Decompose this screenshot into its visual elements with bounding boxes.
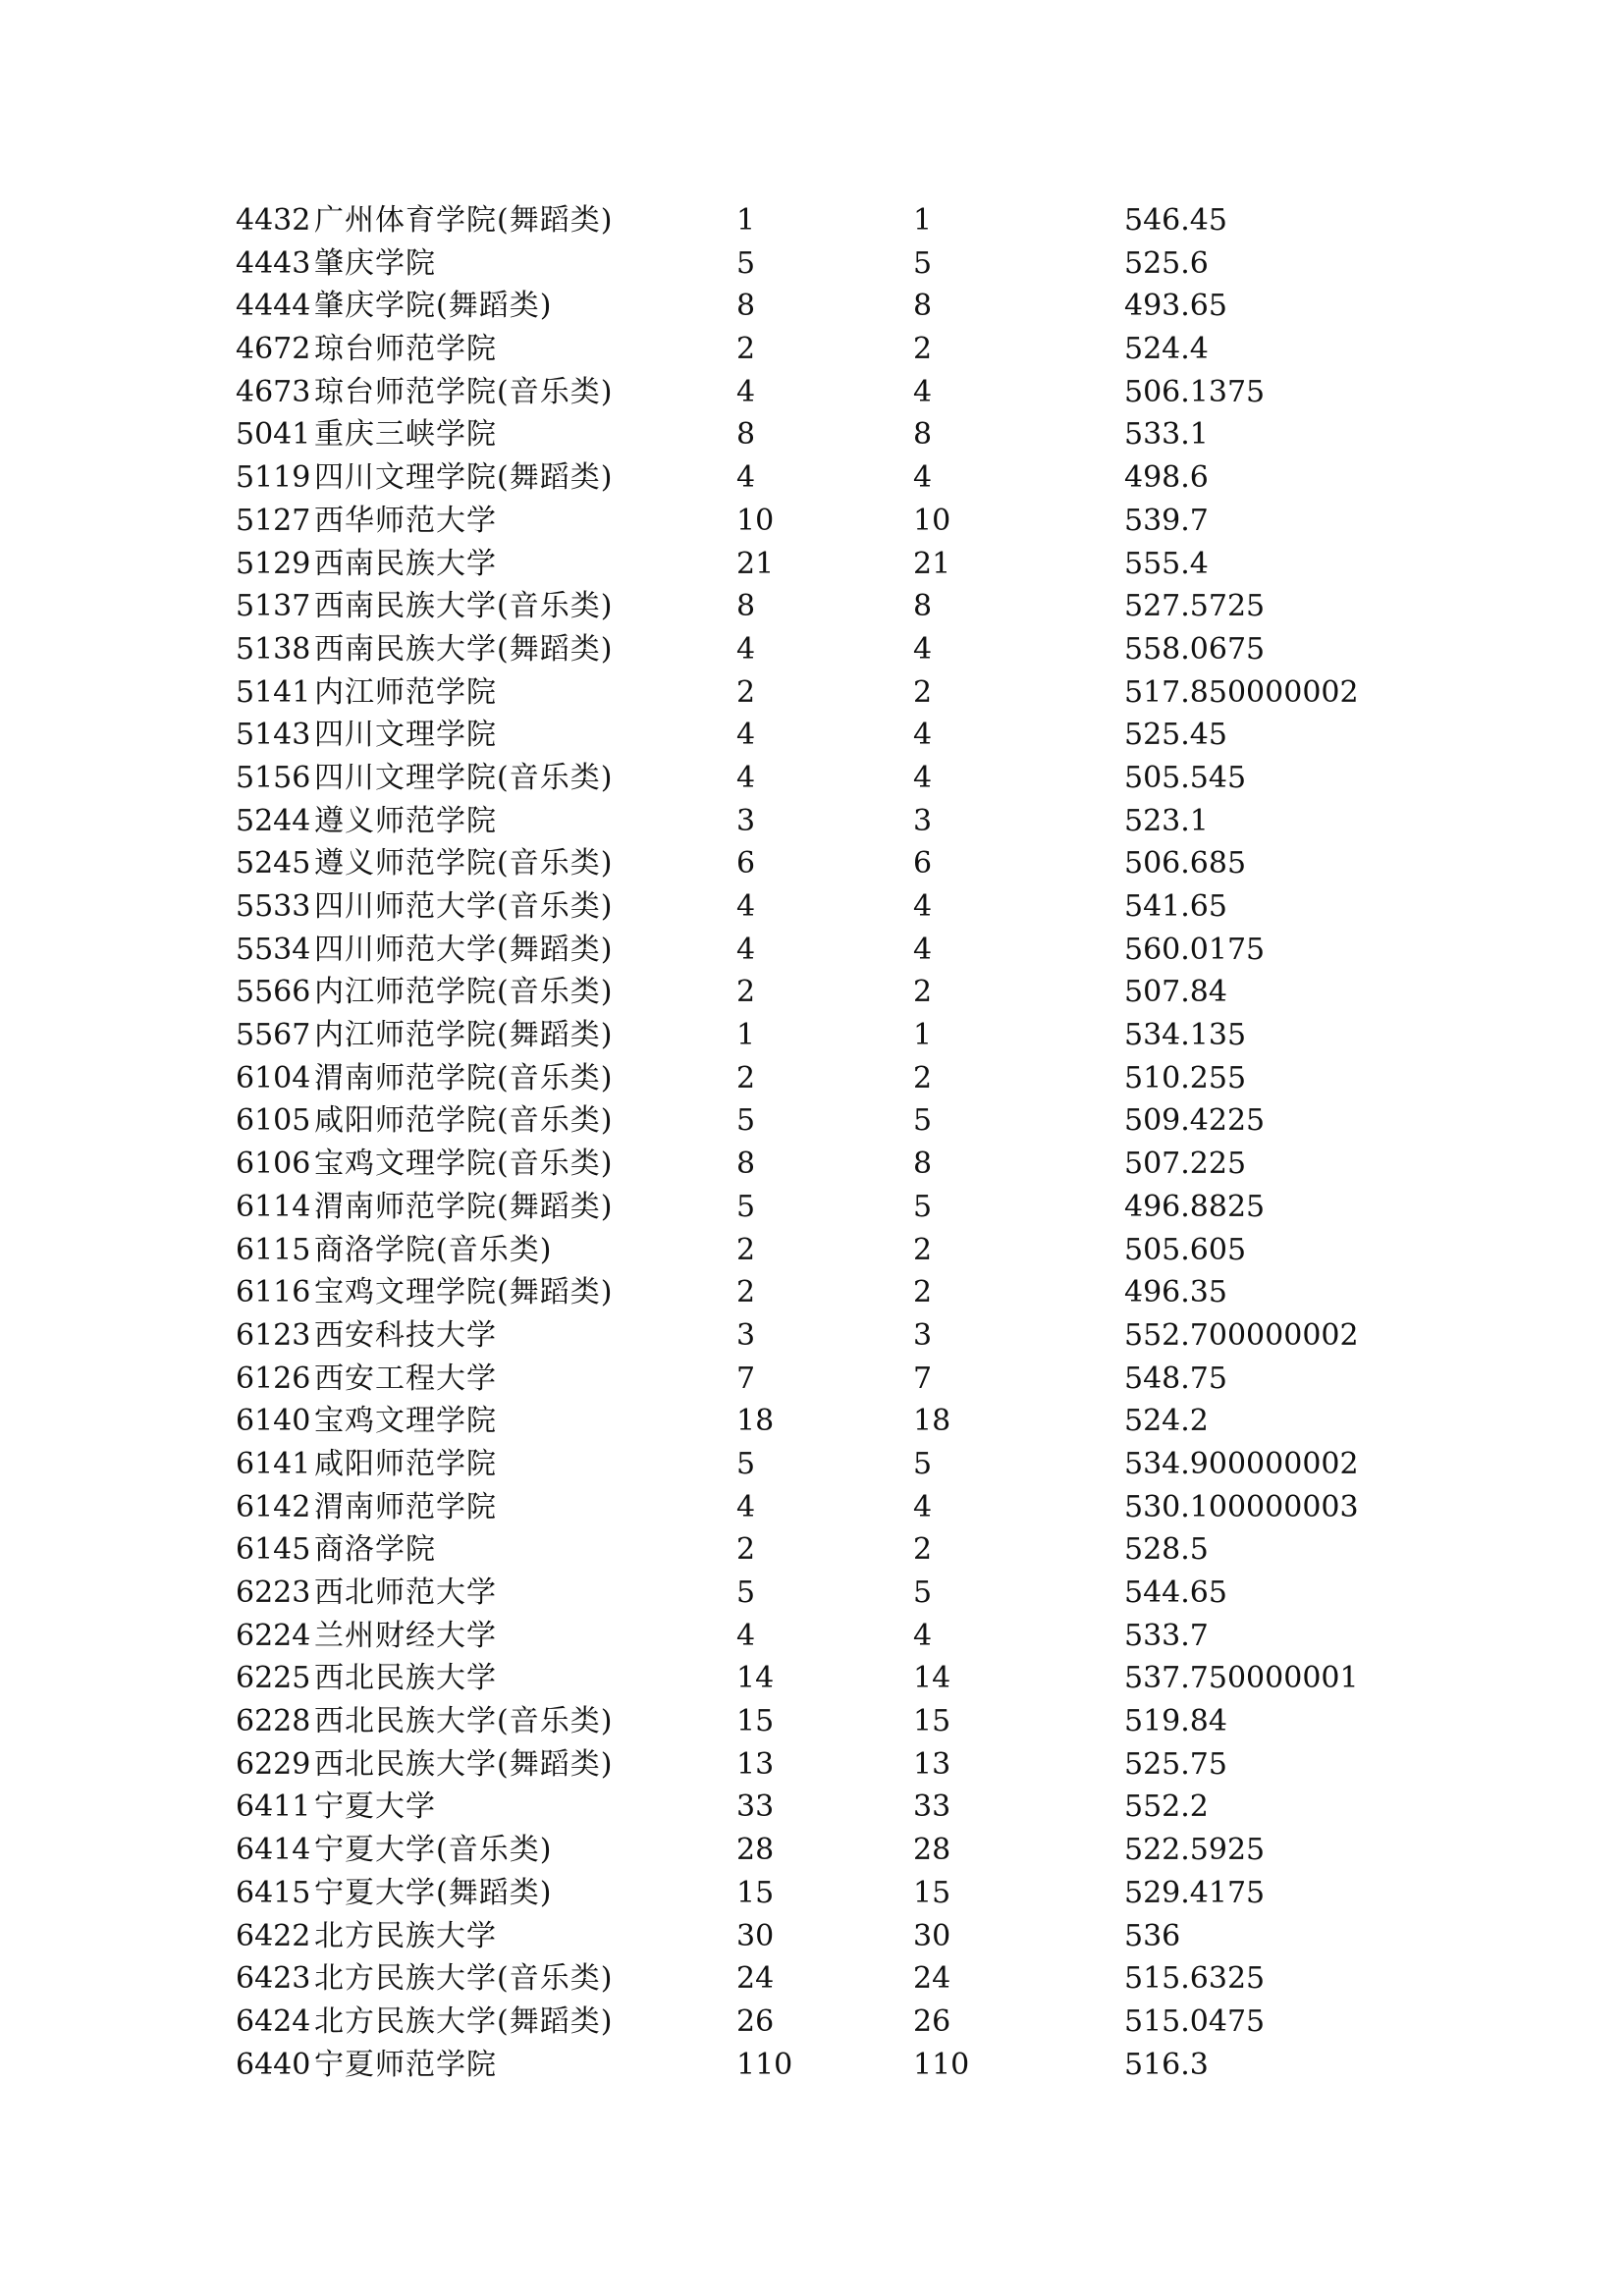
admitted-count: 21: [913, 546, 951, 581]
school-name: 四川师范大学(舞蹈类): [314, 932, 614, 967]
school-code: 6123: [236, 1317, 311, 1353]
min-score: 544.65: [1124, 1575, 1227, 1610]
school-code: 5533: [236, 889, 311, 924]
admitted-count: 10: [913, 503, 951, 538]
plan-count: 4: [736, 1489, 756, 1524]
school-name: 琼台师范学院: [314, 332, 497, 367]
table-row: [236, 285, 1414, 328]
min-score: 529.4175: [1124, 1875, 1266, 1910]
school-name: 四川文理学院(音乐类): [314, 760, 614, 795]
min-score: 506.685: [1124, 846, 1247, 881]
plan-count: 24: [736, 1961, 775, 1997]
school-name: 宝鸡文理学院(音乐类): [314, 1147, 614, 1182]
plan-count: 15: [736, 1875, 775, 1910]
min-score: 560.0175: [1124, 932, 1266, 967]
school-code: 6145: [236, 1532, 311, 1568]
admitted-count: 26: [913, 2003, 951, 2039]
min-score: 515.6325: [1124, 1961, 1266, 1997]
table-row: [236, 242, 1414, 286]
min-score: 506.1375: [1124, 374, 1266, 409]
school-name: 内江师范学院(音乐类): [314, 975, 614, 1010]
admitted-count: 13: [913, 1746, 951, 1782]
admission-table: [236, 199, 1414, 2086]
admitted-count: 1: [913, 203, 933, 238]
plan-count: 8: [736, 289, 756, 324]
school-name: 肇庆学院: [314, 245, 436, 281]
table-row: [236, 456, 1414, 500]
min-score: 505.545: [1124, 760, 1247, 795]
admitted-count: 4: [913, 1618, 933, 1653]
plan-count: 2: [736, 674, 756, 710]
admitted-count: 110: [913, 2047, 970, 2082]
table-row: [236, 1486, 1414, 1529]
school-name: 西安科技大学: [314, 1317, 497, 1353]
school-name: 内江师范学院: [314, 674, 497, 710]
table-row: [236, 1572, 1414, 1615]
table-row: [236, 413, 1414, 456]
admitted-count: 4: [913, 932, 933, 967]
school-code: 5119: [236, 460, 311, 496]
school-name: 四川文理学院: [314, 718, 497, 753]
school-name: 西南民族大学(舞蹈类): [314, 631, 614, 667]
school-name: 重庆三峡学院: [314, 417, 497, 453]
school-code: 6424: [236, 2003, 311, 2039]
min-score: 498.6: [1124, 460, 1209, 496]
table-row: [236, 1700, 1414, 1743]
school-code: 5041: [236, 417, 311, 453]
school-name: 渭南师范学院: [314, 1489, 497, 1524]
plan-count: 13: [736, 1746, 775, 1782]
school-code: 5143: [236, 718, 311, 753]
school-name: 宁夏大学(舞蹈类): [314, 1875, 553, 1910]
school-name: 北方民族大学(音乐类): [314, 1961, 614, 1997]
plan-count: 6: [736, 846, 756, 881]
admitted-count: 7: [913, 1361, 933, 1396]
school-name: 西北民族大学(舞蹈类): [314, 1746, 614, 1782]
table-row: [236, 1014, 1414, 1057]
plan-count: 2: [736, 1275, 756, 1310]
school-name: 宁夏大学(音乐类): [314, 1833, 553, 1868]
admitted-count: 4: [913, 374, 933, 409]
admitted-count: 24: [913, 1961, 951, 1997]
min-score: 505.605: [1124, 1232, 1247, 1267]
school-code: 6225: [236, 1661, 311, 1696]
min-score: 507.84: [1124, 975, 1227, 1010]
table-row: [236, 1143, 1414, 1186]
plan-count: 4: [736, 932, 756, 967]
school-name: 肇庆学院(舞蹈类): [314, 289, 553, 324]
plan-count: 14: [736, 1661, 775, 1696]
table-row: [236, 1057, 1414, 1100]
admitted-count: 4: [913, 889, 933, 924]
school-name: 宝鸡文理学院(舞蹈类): [314, 1275, 614, 1310]
plan-count: 4: [736, 1618, 756, 1653]
plan-count: 3: [736, 803, 756, 838]
table-row: [236, 1915, 1414, 1958]
table-row: [236, 2044, 1414, 2087]
min-score: 525.75: [1124, 1746, 1227, 1782]
school-code: 5127: [236, 503, 311, 538]
admitted-count: 18: [913, 1404, 951, 1439]
min-score: 537.750000001: [1124, 1661, 1359, 1696]
admitted-count: 15: [913, 1704, 951, 1739]
min-score: 510.255: [1124, 1060, 1247, 1095]
plan-count: 15: [736, 1704, 775, 1739]
school-name: 西北师范大学: [314, 1575, 497, 1610]
admitted-count: 8: [913, 589, 933, 624]
min-score: 524.2: [1124, 1404, 1209, 1439]
school-name: 西南民族大学(音乐类): [314, 589, 614, 624]
school-name: 四川师范大学(音乐类): [314, 889, 614, 924]
school-code: 6229: [236, 1746, 311, 1782]
plan-count: 7: [736, 1361, 756, 1396]
table-row: [236, 1657, 1414, 1700]
school-name: 遵义师范学院(音乐类): [314, 846, 614, 881]
table-row: [236, 800, 1414, 843]
table-row: [236, 628, 1414, 671]
school-name: 宁夏师范学院: [314, 2047, 497, 2082]
admitted-count: 5: [913, 1189, 933, 1224]
admitted-count: 15: [913, 1875, 951, 1910]
plan-count: 4: [736, 374, 756, 409]
table-row: [236, 1271, 1414, 1314]
school-name: 广州体育学院(舞蹈类): [314, 203, 614, 238]
plan-count: 21: [736, 546, 775, 581]
plan-count: 5: [736, 1575, 756, 1610]
table-row: [236, 1400, 1414, 1443]
admitted-count: 2: [913, 1275, 933, 1310]
table-row: [236, 1314, 1414, 1358]
min-score: 525.45: [1124, 718, 1227, 753]
school-name: 北方民族大学(舞蹈类): [314, 2003, 614, 2039]
admitted-count: 2: [913, 1060, 933, 1095]
school-code: 6422: [236, 1918, 311, 1953]
school-name: 宝鸡文理学院: [314, 1404, 497, 1439]
admitted-count: 4: [913, 760, 933, 795]
min-score: 523.1: [1124, 803, 1209, 838]
table-row: [236, 1528, 1414, 1572]
min-score: 555.4: [1124, 546, 1209, 581]
admitted-count: 2: [913, 975, 933, 1010]
school-code: 6140: [236, 1404, 311, 1439]
table-row: [236, 1099, 1414, 1143]
school-code: 5138: [236, 631, 311, 667]
school-code: 5137: [236, 589, 311, 624]
school-code: 5566: [236, 975, 311, 1010]
table-row: [236, 1358, 1414, 1401]
min-score: 519.84: [1124, 1704, 1227, 1739]
admitted-count: 2: [913, 332, 933, 367]
plan-count: 18: [736, 1404, 775, 1439]
school-name: 琼台师范学院(音乐类): [314, 374, 614, 409]
school-code: 4432: [236, 203, 311, 238]
min-score: 558.0675: [1124, 631, 1266, 667]
plan-count: 33: [736, 1789, 775, 1825]
table-row: [236, 1872, 1414, 1915]
table-row: [236, 671, 1414, 715]
plan-count: 110: [736, 2047, 793, 2082]
admitted-count: 3: [913, 1317, 933, 1353]
admitted-count: 4: [913, 631, 933, 667]
plan-count: 4: [736, 631, 756, 667]
school-code: 6411: [236, 1789, 311, 1825]
school-name: 内江师范学院(舞蹈类): [314, 1018, 614, 1053]
school-name: 渭南师范学院(舞蹈类): [314, 1189, 614, 1224]
min-score: 548.75: [1124, 1361, 1227, 1396]
table-row: [236, 1186, 1414, 1229]
admitted-count: 8: [913, 417, 933, 453]
table-row: [236, 1615, 1414, 1658]
table-row: [236, 971, 1414, 1014]
plan-count: 2: [736, 1532, 756, 1568]
table-row: [236, 1229, 1414, 1272]
table-row: [236, 842, 1414, 885]
admitted-count: 4: [913, 1489, 933, 1524]
school-code: 5534: [236, 932, 311, 967]
plan-count: 2: [736, 975, 756, 1010]
school-code: 5245: [236, 846, 311, 881]
plan-count: 2: [736, 1060, 756, 1095]
school-code: 5141: [236, 674, 311, 710]
school-name: 渭南师范学院(音乐类): [314, 1060, 614, 1095]
min-score: 528.5: [1124, 1532, 1209, 1568]
plan-count: 8: [736, 417, 756, 453]
min-score: 516.3: [1124, 2047, 1209, 2082]
plan-count: 3: [736, 1317, 756, 1353]
table-row: [236, 1829, 1414, 1872]
admitted-count: 4: [913, 460, 933, 496]
school-name: 宁夏大学: [314, 1789, 436, 1825]
min-score: 533.1: [1124, 417, 1209, 453]
school-code: 6440: [236, 2047, 311, 2082]
admitted-count: 1: [913, 1018, 933, 1053]
table-row: [236, 371, 1414, 414]
school-code: 6106: [236, 1147, 311, 1182]
school-code: 6141: [236, 1446, 311, 1481]
school-code: 5129: [236, 546, 311, 581]
admitted-count: 14: [913, 1661, 951, 1696]
admitted-count: 2: [913, 674, 933, 710]
admitted-count: 5: [913, 1575, 933, 1610]
plan-count: 5: [736, 245, 756, 281]
min-score: 507.225: [1124, 1147, 1247, 1182]
admitted-count: 5: [913, 245, 933, 281]
admitted-count: 33: [913, 1789, 951, 1825]
school-code: 6105: [236, 1103, 311, 1139]
school-code: 4443: [236, 245, 311, 281]
school-name: 四川文理学院(舞蹈类): [314, 460, 614, 496]
plan-count: 1: [736, 203, 756, 238]
admitted-count: 8: [913, 289, 933, 324]
min-score: 496.8825: [1124, 1189, 1266, 1224]
min-score: 552.700000002: [1124, 1317, 1359, 1353]
min-score: 541.65: [1124, 889, 1227, 924]
table-row: [236, 585, 1414, 628]
min-score: 536: [1124, 1918, 1181, 1953]
school-name: 咸阳师范学院: [314, 1446, 497, 1481]
plan-count: 4: [736, 889, 756, 924]
school-name: 西北民族大学(音乐类): [314, 1704, 614, 1739]
admitted-count: 3: [913, 803, 933, 838]
admitted-count: 8: [913, 1147, 933, 1182]
min-score: 509.4225: [1124, 1103, 1266, 1139]
school-code: 6114: [236, 1189, 311, 1224]
table-row: [236, 2001, 1414, 2044]
school-name: 西安工程大学: [314, 1361, 497, 1396]
admitted-count: 5: [913, 1446, 933, 1481]
plan-count: 5: [736, 1189, 756, 1224]
table-row: [236, 1743, 1414, 1787]
school-name: 西南民族大学: [314, 546, 497, 581]
plan-count: 4: [736, 760, 756, 795]
school-name: 遵义师范学院: [314, 803, 497, 838]
min-score: 527.5725: [1124, 589, 1266, 624]
plan-count: 26: [736, 2003, 775, 2039]
plan-count: 28: [736, 1833, 775, 1868]
min-score: 552.2: [1124, 1789, 1209, 1825]
plan-count: 5: [736, 1446, 756, 1481]
min-score: 525.6: [1124, 245, 1209, 281]
plan-count: 5: [736, 1103, 756, 1139]
min-score: 546.45: [1124, 203, 1227, 238]
school-code: 6116: [236, 1275, 311, 1310]
table-row: [236, 1786, 1414, 1829]
min-score: 530.100000003: [1124, 1489, 1359, 1524]
school-code: 6104: [236, 1060, 311, 1095]
min-score: 517.850000002: [1124, 674, 1359, 710]
admitted-count: 2: [913, 1232, 933, 1267]
plan-count: 8: [736, 589, 756, 624]
school-name: 西北民族大学: [314, 1661, 497, 1696]
plan-count: 2: [736, 1232, 756, 1267]
school-code: 6142: [236, 1489, 311, 1524]
admitted-count: 30: [913, 1918, 951, 1953]
plan-count: 2: [736, 332, 756, 367]
school-code: 6423: [236, 1961, 311, 1997]
table-row: [236, 757, 1414, 800]
school-code: 4673: [236, 374, 311, 409]
admitted-count: 28: [913, 1833, 951, 1868]
school-code: 6115: [236, 1232, 311, 1267]
school-name: 西华师范大学: [314, 503, 497, 538]
plan-count: 10: [736, 503, 775, 538]
min-score: 522.5925: [1124, 1833, 1266, 1868]
school-code: 5567: [236, 1018, 311, 1053]
min-score: 539.7: [1124, 503, 1209, 538]
school-code: 4672: [236, 332, 311, 367]
school-code: 6414: [236, 1833, 311, 1868]
table-row: [236, 885, 1414, 929]
min-score: 496.35: [1124, 1275, 1227, 1310]
admitted-count: 2: [913, 1532, 933, 1568]
school-name: 商洛学院: [314, 1532, 436, 1568]
table-row: [236, 199, 1414, 242]
plan-count: 8: [736, 1147, 756, 1182]
min-score: 533.7: [1124, 1618, 1209, 1653]
school-code: 6224: [236, 1618, 311, 1653]
plan-count: 4: [736, 460, 756, 496]
school-code: 6228: [236, 1704, 311, 1739]
min-score: 515.0475: [1124, 2003, 1266, 2039]
min-score: 493.65: [1124, 289, 1227, 324]
school-name: 兰州财经大学: [314, 1618, 497, 1653]
table-row: [236, 1957, 1414, 2001]
school-name: 咸阳师范学院(音乐类): [314, 1103, 614, 1139]
school-name: 商洛学院(音乐类): [314, 1232, 553, 1267]
school-code: 5156: [236, 760, 311, 795]
table-row: [236, 929, 1414, 972]
min-score: 534.135: [1124, 1018, 1247, 1053]
admitted-count: 5: [913, 1103, 933, 1139]
table-row: [236, 714, 1414, 757]
plan-count: 30: [736, 1918, 775, 1953]
table-row: [236, 543, 1414, 586]
table-row: [236, 1443, 1414, 1486]
admitted-count: 4: [913, 718, 933, 753]
school-code: 6126: [236, 1361, 311, 1396]
school-code: 5244: [236, 803, 311, 838]
plan-count: 4: [736, 718, 756, 753]
table-row: [236, 500, 1414, 543]
school-code: 6223: [236, 1575, 311, 1610]
min-score: 524.4: [1124, 332, 1209, 367]
school-code: 6415: [236, 1875, 311, 1910]
admitted-count: 6: [913, 846, 933, 881]
plan-count: 1: [736, 1018, 756, 1053]
school-name: 北方民族大学: [314, 1918, 497, 1953]
min-score: 534.900000002: [1124, 1446, 1359, 1481]
table-row: [236, 328, 1414, 371]
school-code: 4444: [236, 289, 311, 324]
